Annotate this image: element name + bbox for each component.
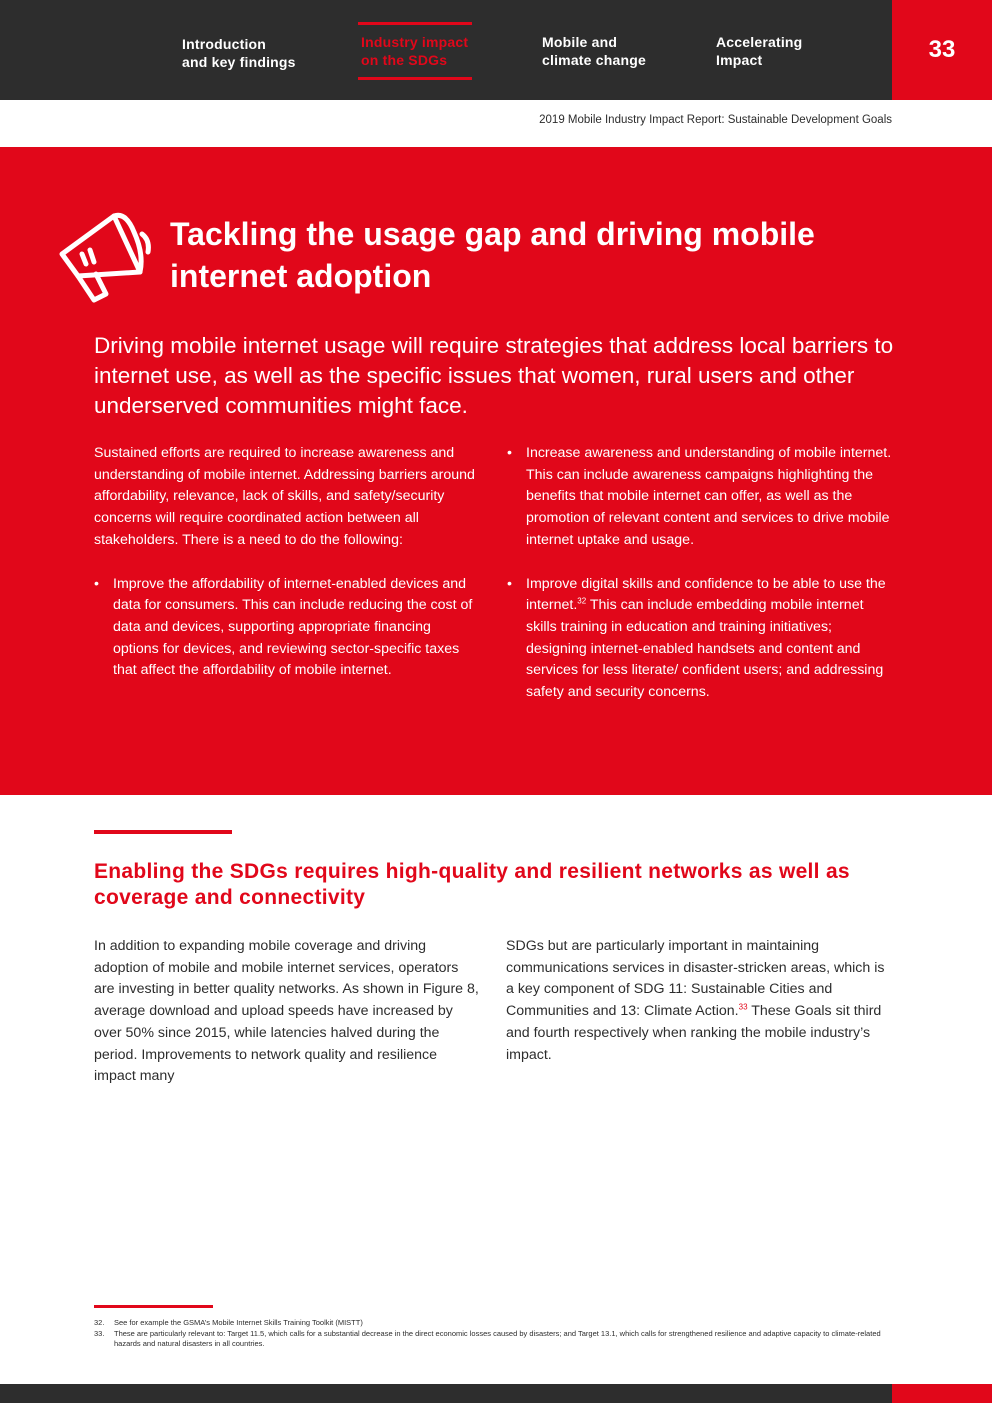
- bullet-text: Improve the affordability of internet-enabled devices and data for consumers. This can include reducing the cost of data and devices, supporting appropriate financing options for devices, and reviewing sector-specific taxes that affect the affordability of mobile internet.: [113, 575, 473, 679]
- tab-accelerating-impact[interactable]: [716, 33, 802, 69]
- body-text-end: These Goals sit third and fourth respectively when ranking the mobile industry’s impact.: [506, 1003, 882, 1063]
- tab-label-line1: Accelerating: [716, 34, 803, 50]
- tab-label-line2: Impact: [716, 52, 763, 68]
- footnote-text: See for example the GSMA’s Mobile Internet Skills Training Toolkit (MISTT): [114, 1318, 363, 1327]
- footnote-ref[interactable]: 32: [577, 596, 587, 606]
- tab-label-line1: Introduction: [182, 36, 267, 52]
- bullet-text: Increase awareness and understanding of mobile internet. This can include awareness campaigns highlighting the benefits that mobile internet can offer, as well as the promotion of relevant content and services to drive mobile internet uptake and usage.: [526, 445, 892, 548]
- body-right-column: [506, 936, 896, 1066]
- bullet-text-end: This can include embedding mobile internet skills training in education and training initiatives; designing internet-enabled handsets and content and services for less literate/ confident users; and addressing safety and security concerns.: [526, 597, 884, 701]
- footnote-number: 33.: [94, 1328, 105, 1338]
- tab-label-line1: Mobile and: [542, 34, 618, 50]
- body-paragraph: [506, 936, 896, 1066]
- tab-label-line1: Industry impact: [361, 34, 469, 50]
- list-item: [507, 574, 892, 704]
- bottom-bar: [0, 1384, 892, 1403]
- list-item: [507, 443, 892, 552]
- report-title: 2019 Mobile Industry Impact Report: Sustainable Development Goals: [539, 114, 892, 126]
- footnote-text: These are particularly relevant to: Target 11.5, which calls for a substantial decrease in the direct economic losses caused by disasters; and Target 13.1, which calls for strengthened resilience and adaptive capacity to climate-related hazards and natural disasters in all countries.: [114, 1328, 881, 1348]
- panel-right-column: [507, 443, 892, 704]
- bullet-text: [526, 576, 886, 701]
- footnote-divider: [94, 1305, 213, 1308]
- bullet-text-start: Improve digital skills and confidence to be able to use the internet.: [526, 575, 886, 614]
- body-text-start: SDGs but are particularly important in maintaining communications services in disaster-stricken areas, which is a key component of SDG 11: Sustainable Cities and Communities and 13: Climate Action.: [506, 938, 885, 1020]
- footnote-number: 32.: [94, 1318, 105, 1327]
- tab-industry-impact[interactable]: [358, 22, 472, 80]
- page-number: 33: [892, 0, 992, 100]
- panel-intro: Sustained efforts are required to increase awareness and understanding of mobile internet. Addressing barriers around affordability, relevance, lack of skills, and safety/security concerns will require coordinated action between all stakeholders. There is a need to do the following:: [94, 445, 475, 548]
- panel-lead: Driving mobile internet usage will require strategies that address local barriers to internet use, as well as the specific issues that women, rural users and other underserved communities might face.: [94, 333, 894, 418]
- tab-label-line2: and key findings: [182, 54, 296, 70]
- footnotes: [94, 1318, 894, 1350]
- bottom-accent: [892, 1384, 992, 1403]
- section-divider: [94, 830, 232, 834]
- body-paragraph: In addition to expanding mobile coverage and driving adoption of mobile and mobile internet services, operators are investing in better quality networks. As shown in Figure 8, average download and upload speeds have increased by over 50% since 2015, while latencies halved during the period. Improvements to network quality and resilience impact many: [94, 938, 479, 1085]
- footnote-ref[interactable]: 33: [738, 1002, 748, 1012]
- tab-label-line2: climate change: [542, 52, 646, 68]
- panel-headline: Tackling the usage gap and driving mobile internet adoption: [170, 216, 815, 294]
- body-left-column: [94, 936, 479, 1088]
- tab-mobile-climate[interactable]: [542, 33, 646, 69]
- tab-label-line2: on the SDGs: [361, 52, 448, 68]
- panel-left-column: [94, 443, 479, 682]
- footnote: [94, 1318, 894, 1329]
- bullet-marker: •: [94, 575, 99, 592]
- list-item: [94, 574, 479, 683]
- bullet-marker: •: [507, 445, 512, 461]
- bullet-marker: •: [507, 575, 512, 592]
- section-heading: Enabling the SDGs requires high-quality and resilient networks as well as coverage and connectivity: [94, 860, 850, 909]
- footnote: [94, 1329, 894, 1350]
- megaphone-icon: [56, 210, 152, 306]
- tab-introduction[interactable]: [182, 35, 296, 71]
